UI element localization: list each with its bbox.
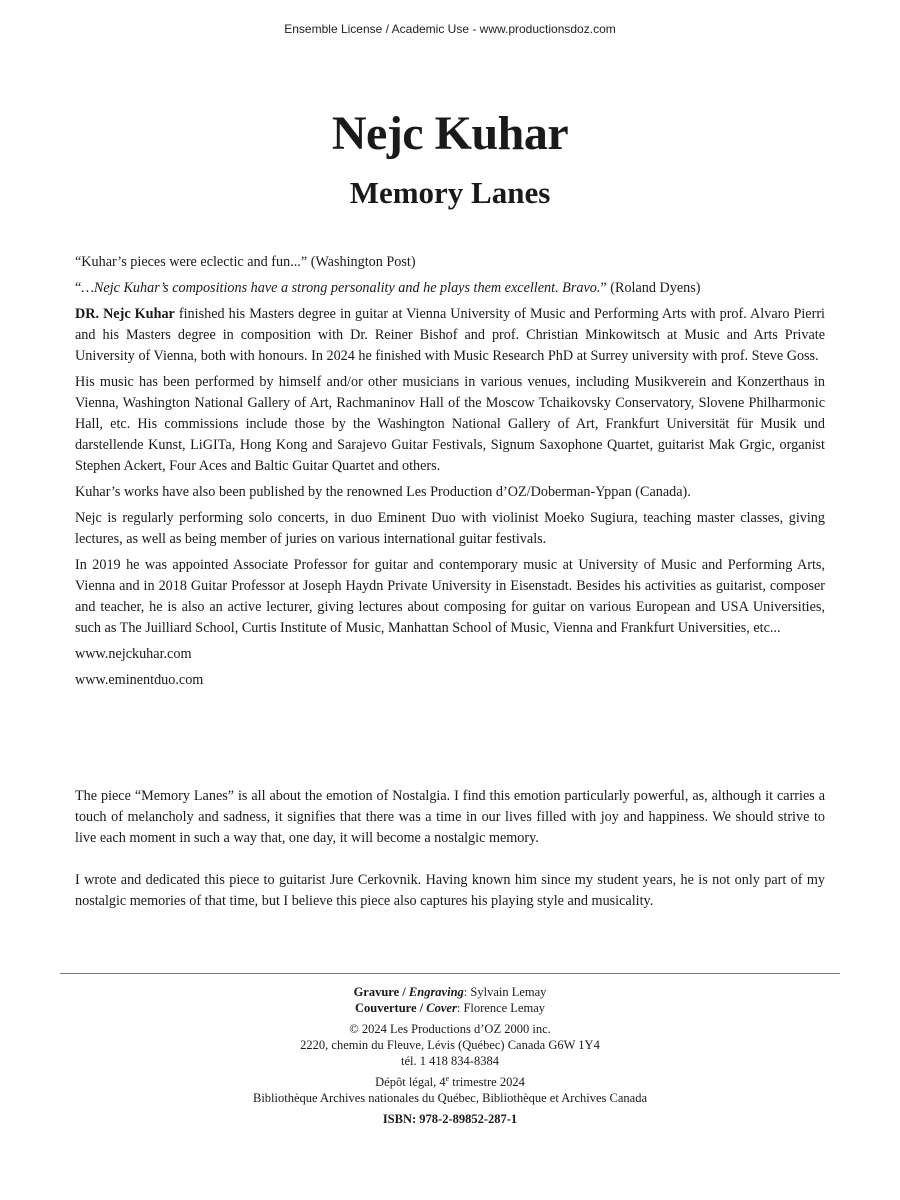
dedication-paragraph: I wrote and dedicated this piece to guitarist Jure Cerkovnik. Having known him since my student years, he is not only part of my nostalgic memories of that time, but I believe this piece also captures his playing style and musicality. bbox=[75, 872, 825, 909]
bio-text: finished his Masters degree in guitar at Vienna University of Music and Performing Arts with prof. Alvaro Pierri and his Masters degree in composition with Dr. Reiner Bishof and prof. Christian Minkowitsch at Music and Arts Private University of Vienna, both with honours. In 2024 he finished with Music Research PhD at Surrey university with prof. Steve Goss. bbox=[75, 306, 825, 364]
cover-credit bbox=[0, 1000, 900, 1016]
quote-roland-dyens bbox=[75, 278, 825, 299]
engraver-name: : Sylvain Lemay bbox=[463, 985, 547, 999]
divider bbox=[60, 973, 840, 974]
copyright: © 2024 Les Productions d’OZ 2000 inc. bbox=[349, 1022, 551, 1036]
quote-source: (Roland Dyens) bbox=[606, 280, 701, 296]
bio-paragraph-education bbox=[75, 304, 825, 367]
credits-section bbox=[0, 984, 900, 1132]
website-link-nejckuhar[interactable]: www.nejckuhar.com bbox=[75, 646, 192, 662]
bio-paragraph-concerts: Nejc is regularly performing solo concerts, in duo Eminent Duo with violinist Moeko Sugiura, teaching master classes, giving lectures, as well as being member of juries on various international guitar festivals. bbox=[75, 510, 825, 547]
quote-close-mark: ” bbox=[600, 280, 607, 296]
publisher-phone: tél. 1 418 834-8384 bbox=[401, 1054, 499, 1068]
piece-title: Memory Lanes bbox=[349, 175, 551, 210]
engraving-label: Gravure / bbox=[353, 985, 409, 999]
archives-line: Bibliothèque Archives nationales du Québec, Bibliothèque et Archives Canada bbox=[253, 1091, 647, 1105]
program-notes bbox=[75, 786, 825, 933]
engraving-label-en: Engraving bbox=[408, 985, 464, 999]
license-header: Ensemble License / Academic Use - www.productionsdoz.com bbox=[284, 22, 616, 36]
bio-name: DR. Nejc Kuhar bbox=[75, 306, 175, 322]
cover-label: Couverture / bbox=[354, 1001, 427, 1015]
engraving-credit bbox=[0, 984, 900, 1000]
quote-source: (Washington Post) bbox=[307, 254, 416, 270]
ordinal-superscript: e bbox=[445, 1073, 450, 1083]
production-credits bbox=[0, 984, 900, 1016]
quote-text: …Nejc Kuhar’s compositions have a strong personality and he plays them excellent. Bravo. bbox=[81, 280, 601, 296]
publisher-address: 2220, chemin du Fleuve, Lévis (Québec) Canada G6W 1Y4 bbox=[300, 1038, 600, 1052]
legal-deposit-line bbox=[0, 1074, 900, 1090]
isbn: ISBN: 978-2-89852-287-1 bbox=[382, 1112, 518, 1126]
cover-artist-name: : Florence Lemay bbox=[456, 1001, 546, 1015]
quote-open-mark: “ bbox=[75, 280, 82, 296]
biography-section bbox=[75, 252, 825, 696]
quote-washington-post bbox=[75, 252, 825, 273]
quote-text: “Kuhar’s pieces were eclectic and fun...” bbox=[75, 254, 308, 270]
bio-paragraph-teaching: In 2019 he was appointed Associate Professor for guitar and contemporary music at University of Music and Performing Arts, Vienna and in 2018 Guitar Professor at Joseph Haydn Private University in Eisenstadt. Besides his activities as guitarist, composer and teacher, he is also an active lecturer, giving lectures about composing for guitar on various European and USA Universities, such as The Juilliard School, Curtis Institute of Music, Manhattan School of Music, Vienna and Frankfurt Universities, etc... bbox=[75, 557, 825, 636]
bio-paragraph-performances: His music has been performed by himself and/or other musicians in various venues, including Musikverein and Konzerthaus in Vienna, Washington National Gallery of Art, Rachmaninov Hall of the Moscow Tchaikovsky Conservatory, Slovene Philharmonic Hall, etc. His commissions include those by the Washington National Gallery of Art, Frankfurt Universität für Musik und darstellende Kunst, LiGITa, Hong Kong and Sarajevo Guitar Festivals, Signum Saxophone Quartet, guitarist Mak Grgic, organist Stephen Ackert, Four Aces and Baltic Guitar Quartet and others. bbox=[75, 374, 825, 474]
bio-paragraph-publisher: Kuhar’s works have also been published by the renowned Les Production d’OZ/Doberman-Yppan (Canada). bbox=[75, 484, 691, 500]
publisher-info bbox=[0, 1021, 900, 1069]
website-link-eminentduo[interactable]: www.eminentduo.com bbox=[75, 672, 204, 688]
legal-deposit-text: Dépôt légal, 4 bbox=[375, 1075, 446, 1089]
cover-label-en: Cover bbox=[426, 1001, 457, 1015]
program-note-paragraph: The piece “Memory Lanes” is all about the emotion of Nostalgia. I find this emotion particularly powerful, as, although it carries a touch of melancholy and sadness, it signifies that there was a time in our lives filled with joy and happiness. We should strive to live each moment in such a way that, one day, it will become a nostalgic memory. bbox=[75, 788, 825, 846]
composer-name: Nejc Kuhar bbox=[331, 107, 569, 160]
legal-deposit-quarter: trimestre 2024 bbox=[449, 1075, 525, 1089]
legal-deposit bbox=[0, 1074, 900, 1106]
